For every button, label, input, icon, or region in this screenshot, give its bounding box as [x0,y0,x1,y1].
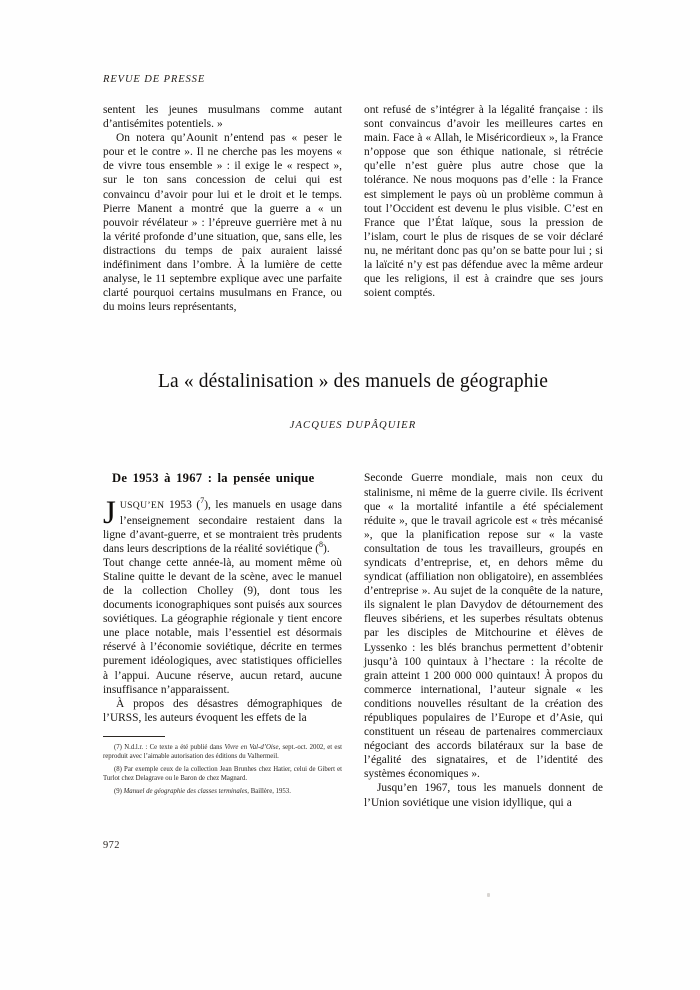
article-header [103,370,603,431]
dropcap-text-3: ). [323,542,330,555]
article-left-column [103,471,342,801]
page-content [103,74,603,810]
top-right-column [364,103,603,300]
dropcap-text-2: ), les manuels en usage dans l’enseignement secondaire restaient dans la ligne d’avant-guerre, et se montraient très prudents dans leurs descriptions de la réalité soviétique ( [103,499,342,555]
section-title: De 1953 à 1967 : la pensée unique [112,471,315,486]
paragraph: ont refusé de s’intégrer à la légalité française : ils sont convaincus d’avoir les meilleures cartes en main. Face à « Allah, le Miséricordieux », la France n’oppose que son éthique nationale, si rétrécie qu’elle n’est guère plus autre chose que la tolérance. Ne nous moquons pas d’elle : la France est simplement le pays où un problème commun à tout l’Occident est devenu le plus visible. C’est en France que l’État laïque, sous la pression de l’islam, court le plus de risques de se voir déclaré nu, ne méritant donc pas qu’on se batte pour lui ; si la laïcité n’y est pas défendue avec la même ardeur que les religions, il est à craindre que ses jours soient comptés. [364,104,603,300]
small-caps-opening: USQU’EN [119,500,165,512]
footnote-item [103,766,342,783]
footnote-marker: (9) [114,788,122,796]
footnote-marker: (7) [114,743,122,751]
footnote-marker: (8) [114,766,122,774]
article-right-column [364,471,603,809]
article-two-column-region [103,471,603,809]
top-left-column [103,103,342,314]
page-number: 972 [103,840,120,851]
paragraph: sentent les jeunes musulmans comme autant d’antisémites potentiels. » [103,104,342,131]
footnote-ref-7[interactable]: 7 [200,496,205,506]
footnote-text-after: , sept.-oct. 2002, et est reproduit avec l’aimable autorisation des éditions du Valhermeil. [103,743,342,760]
footnote-separator-rule [103,736,165,737]
footnote-ref-8[interactable]: 8 [319,539,324,549]
footnote-title-italic: Manuel de géographie des classes terminales [123,788,248,796]
footnote-item [103,788,342,797]
footnote-block [103,736,342,797]
paragraph: À propos des désastres démographiques de l’URSS, les auteurs évoquent les effets de la [103,697,342,724]
dropcap-paragraph [103,495,342,555]
drop-cap-letter: J [103,495,116,532]
paragraph: On notera qu’Aounit n’entend pas « peser le pour et le contre ». Il ne cherche pas les moyens « de vivre tous ensemble » : il exige le « respect », sur le ton sans concession de celui qui est convaincu d’avoir pour lui et le droit et le temps. Pierre Manent a montré que la guerre a « un pouvoir révélateur » : l’épreuve guerrière met à nu la vérité profonde d’une situation, que, sans elle, les distractions du temps de paix auraient laissé indéfiniment dans l’ombre. À la lumière de cette analyse, le 11 septembre explique avec une parfaite clarté pourquoi certains musulmans en France, ou du moins leurs représentants, [103,132,342,314]
footnote-text-before: Par exemple ceux de la collection Jean Brunhes chez Hatier, celui de Gibert et Turlot chez Delagrave ou le Baron de chez Magnard. [103,766,342,782]
footnote-title-italic: Vivre en Val-d’Oise [224,743,279,751]
article-author: JACQUES DUPÂQUIER [289,420,417,432]
paragraph: Tout change cette année-là, au moment même où Staline quitte le devant de la scène, avec le manuel de la collection Cholley (9), dont tous les documents iconographiques sont puisés aux sources soviétiques. La géographie régionale y tient encore une place notable, mais l’essentiel est désormais réservé à l’économie soviétique, décrite en termes purement idéologiques, avec statistiques officielles à l’appui. Aucune réserve, aucun retard, aucune insuffisance n’apparaissent. [103,556,342,696]
top-two-column-region [103,103,603,314]
running-head: REVUE DE PRESSE [103,74,206,85]
footnote-text-before: N.d.l.r. : Ce texte a été publié dans [121,743,225,751]
paragraph: Jusqu’en 1967, tous les manuels donnent de l’Union soviétique une vision idyllique, qui a [364,782,603,809]
article-title: La « déstalinisation » des manuels de géographie [157,371,549,393]
dropcap-text-1: 1953 ( [164,499,201,512]
footnote-item [103,744,342,761]
footnote-text-after: , Baillère, 1953. [247,788,291,796]
scan-speck [487,893,490,897]
paragraph: Seconde Guerre mondiale, mais non ceux du stalinisme, ni même de la guerre civile. Ils écrivent que « la mortalité infantile a été spécialement réduite », que le travail agricole est « très mécanisé », que la planification repose sur « la vaste consultation de tous les travailleurs, groupés en syndicats d’entreprise, et, en dehors même du syndicat (affiliation non obligatoire), en assemblées d’entreprise ». Au sujet de la conquête de la nature, ils signalent le plan Davydov de détournement des fleuves sibériens, et les superbes résultats obtenus par les disciples de Mitchourine et élèves de Lyssenko : les blés branchus permettent d’obtenir jusqu’à 100 quintaux à l’hectare : la récolte de grain atteint 1 200 000 000 quintaux! À propos du commerce international, l’auteur signale « les conditions nouvelles résultant de la création des républiques populaires de l’Europe et d’Asie, qui constituent un réseau de partenaires commerciaux négociant des accords bilatéraux sur la base de l’égalité des signataires, et de l’identité des systèmes économiques ». [364,472,603,781]
